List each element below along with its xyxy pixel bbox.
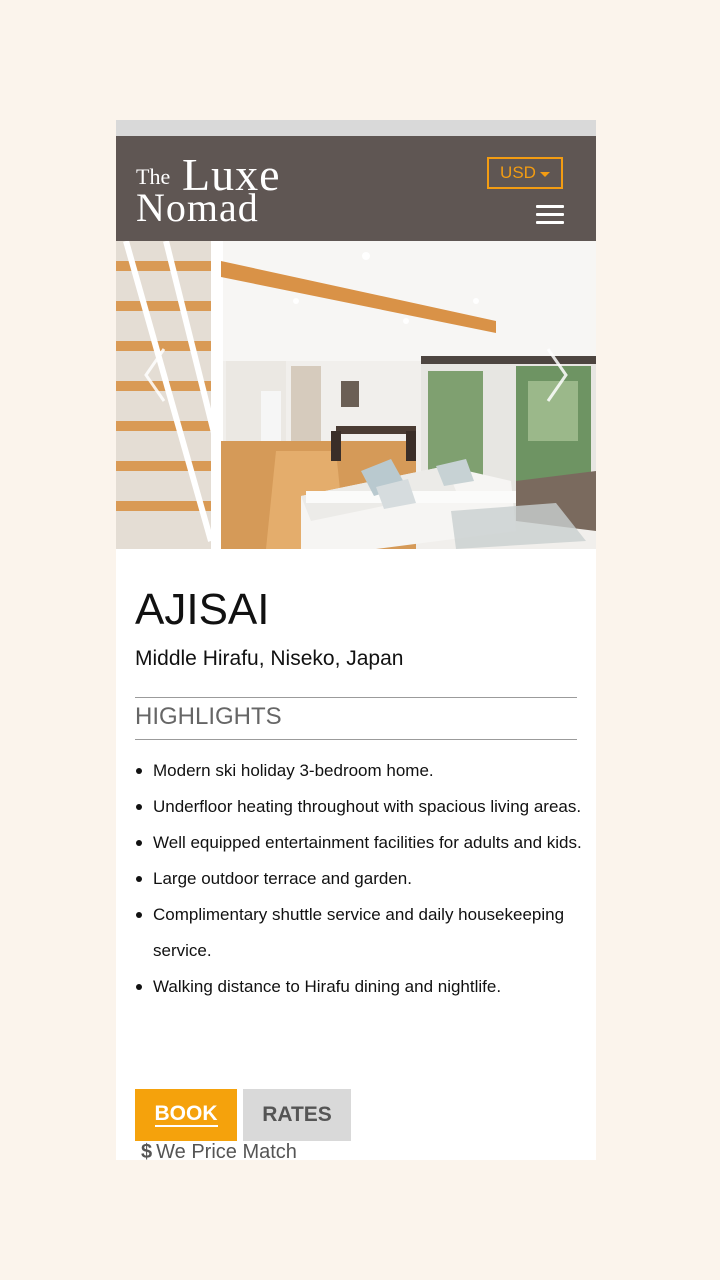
property-title: AJISAI <box>135 585 270 634</box>
book-button-label: BOOK <box>154 1102 218 1125</box>
hero-carousel <box>116 241 596 549</box>
highlights-list <box>135 753 596 1005</box>
logo-nomad: Nomad <box>136 185 259 230</box>
chevron-left-icon[interactable] <box>136 345 176 405</box>
list-item: Walking distance to Hirafu dining and nightlife. <box>153 969 596 1005</box>
list-item: Underfloor heating throughout with spacious living areas. <box>153 789 596 825</box>
hamburger-menu-icon[interactable] <box>536 205 564 225</box>
price-match-label: We Price Match <box>156 1141 297 1160</box>
list-item: Complimentary shuttle service and daily housekeeping service. <box>153 897 596 969</box>
logo-luxe: Luxe <box>182 149 281 200</box>
currency-value: USD <box>500 163 536 182</box>
list-item: Modern ski holiday 3-bedroom home. <box>153 753 596 789</box>
hero-image <box>116 241 596 549</box>
currency-select[interactable] <box>487 157 563 189</box>
top-strip <box>116 120 596 136</box>
highlights-divider-bottom <box>135 739 577 740</box>
logo[interactable] <box>136 149 316 230</box>
rates-button-label: RATES <box>262 1103 332 1126</box>
dollar-icon: $ <box>141 1141 153 1160</box>
app-frame <box>116 120 596 1160</box>
property-location: Middle Hirafu, Niseko, Japan <box>135 647 404 670</box>
list-item: Large outdoor terrace and garden. <box>153 861 596 897</box>
list-item: Well equipped entertainment facilities for adults and kids. <box>153 825 596 861</box>
chevron-right-icon[interactable] <box>536 345 576 405</box>
book-button[interactable] <box>135 1089 237 1141</box>
caret-down-icon <box>540 172 550 177</box>
highlights-divider-top <box>135 697 577 698</box>
highlights-heading: HIGHLIGHTS <box>135 703 282 730</box>
logo-the: The <box>136 164 171 189</box>
rates-button[interactable] <box>243 1089 351 1141</box>
price-match-link[interactable] <box>141 1141 297 1160</box>
site-header <box>116 136 596 241</box>
